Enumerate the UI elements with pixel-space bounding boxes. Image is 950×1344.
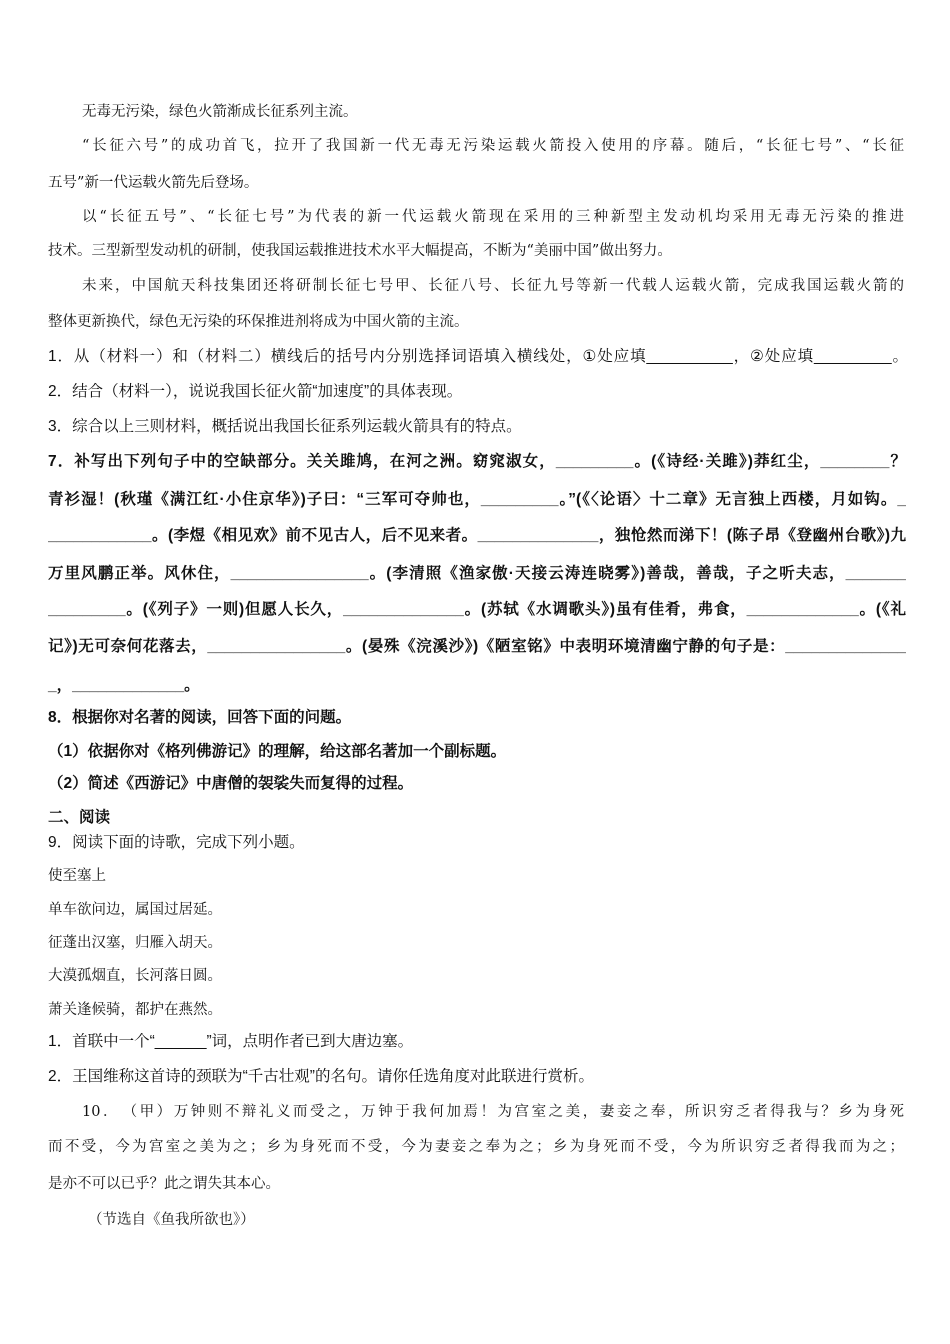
question-7-line: 万里风鹏正举。风休住，________________。(李清照《渔家傲·天接云涛连晓雾》)善哉，善哉，子之听夫志，_______ [48, 565, 906, 582]
question-10-line: 10． （甲）万钟则不辩礼义而受之，万钟于我何加焉！为宫室之美，妻妾之奉，所识穷乏者得我与？乡为身死 [82, 1104, 904, 1120]
question-10-line: 是亦不可以已乎？此之谓失其本心。 [48, 1176, 280, 1192]
poem-line: 大漠孤烟直，长河落日圆。 [48, 968, 222, 984]
passage-line: 未来，中国航天科技集团还将研制长征七号甲、长征八号、长征九号等新一代载人运载火箭，完成我国运载火箭的 [82, 278, 904, 294]
question-7-line: _，_____________。 [48, 677, 200, 694]
question-7-line: 7．补写出下列句子中的空缺部分。关关雎鸠，在河之洲。窈窕淑女，_________。(《诗经·关雎》)莽红尘，________？ [48, 453, 906, 470]
question-item: 3．综合以上三则材料，概括说出我国长征系列运载火箭具有的特点。 [48, 418, 522, 435]
passage-line: 整体更新换代，绿色无污染的环保推进剂将成为中国火箭的主流。 [48, 314, 469, 330]
section-title: 二、阅读 [48, 809, 111, 826]
question-7-line: 青衫湿！(秋瑾《满江红·小住京华》)子曰：“三军可夺帅也，_________。”(《〈论语〉十二章》无言独上西楼，月如钩。_ [48, 491, 906, 508]
question-item: 2．结合（材料一），说说我国长征火箭“加速度”的具体表现。 [48, 383, 463, 400]
passage-line: 技术。三型新型发动机的研制，使我国运载推进技术水平大幅提高，不断为“美丽中国”做出努力。 [48, 243, 672, 259]
question-9-sub2: 2．王国维称这首诗的颈联为“千古壮观”的名句。请你任选角度对此联进行赏析。 [48, 1068, 594, 1085]
question-7-line: _________。(《列子》一则)但愿人长久，______________。(苏轼《水调歌头》)虽有佳肴，弗食，_____________。(《礼 [48, 601, 906, 618]
passage-line: 无毒无污染，绿色火箭渐成长征系列主流。 [82, 104, 358, 120]
question-8-stem: 8．根据你对名著的阅读，回答下面的问题。 [48, 709, 352, 726]
poem-line: 征蓬出汉塞，归雁入胡天。 [48, 935, 222, 951]
question-9-sub1: 1．首联中一个“______”词，点明作者已到大唐边塞。 [48, 1033, 414, 1050]
passage-line: “长征六号”的成功首飞，拉开了我国新一代无毒无污染运载火箭投入使用的序幕。随后，“长征七号”、“长征 [82, 138, 904, 154]
passage-line: 五号”新一代运载火箭先后登场。 [48, 175, 259, 191]
poem-title: 使至塞上 [48, 868, 106, 884]
question-item: 1．从（材料一）和（材料二）横线后的括号内分别选择词语填入横线处，①处应填__________，②处应填_________。 [48, 348, 908, 365]
question-10-line: 而不受，今为宫室之美为之；乡为身死而不受，今为妻妾之奉为之；乡为身死而不受，今为所识穷乏者得我而为之； [48, 1139, 904, 1155]
question-10-source: （节选自《鱼我所欲也》） [88, 1212, 255, 1228]
question-7-line: 记》)无可奈何花落去，________________。(晏殊《浣溪沙》)《陋室铭》中表明环境清幽宁静的句子是：______________ [48, 638, 906, 655]
question-9-stem: 9．阅读下面的诗歌，完成下列小题。 [48, 834, 305, 851]
passage-line: 以“长征五号”、“长征七号”为代表的新一代运载火箭现在采用的三种新型主发动机均采用无毒无污染的推进 [82, 209, 904, 225]
poem-line: 萧关逢候骑，都护在燕然。 [48, 1002, 222, 1018]
question-7-line: ____________。(李煜《相见欢》前不见古人，后不见来者。______________，独怆然而涕下！(陈子昂《登幽州台歌》)九 [48, 527, 906, 544]
question-8-sub1: （1）依据你对《格列佛游记》的理解，给这部名著加一个副标题。 [48, 743, 507, 760]
poem-line: 单车欲问边，属国过居延。 [48, 902, 222, 918]
question-8-sub2: （2）简述《西游记》中唐僧的袈裟失而复得的过程。 [48, 775, 414, 792]
